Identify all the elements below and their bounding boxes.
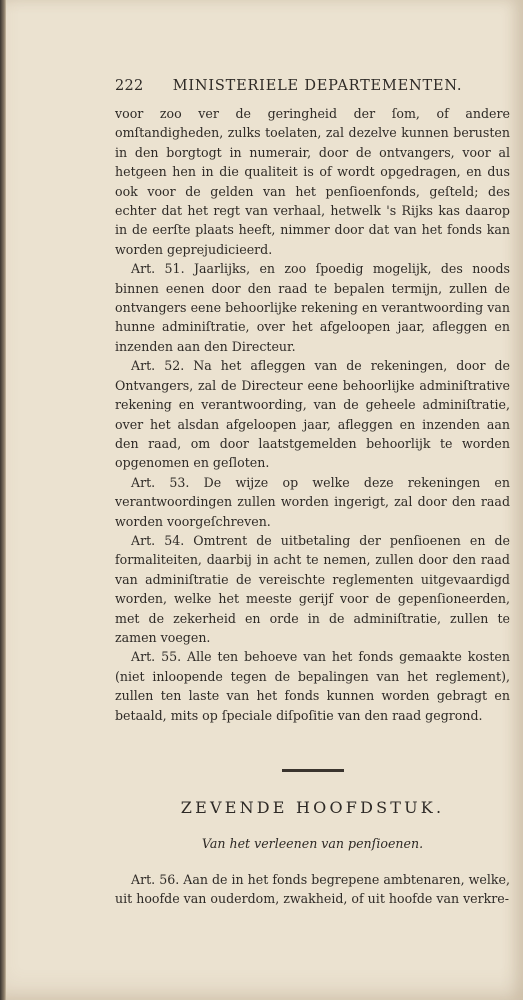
paragraph-art-55: Art. 55. Alle ten behoeve van het fonds gemaakte kosten (niet inloopende tegen de bepalingen van het reglement), zullen ten laste van het fonds kunnen worden gebragt en betaald, mits op ſpeciale diſpoſitie van den raad gegrond. (115, 649, 510, 723)
paragraph-continuation: voor zoo ver de geringheid der ſom, of andere omſtandigheden, zulks toelaten, zal dezelve kunnen berusten in den borgtogt in numerair, door de ontvangers, voor al hetgeen hen in die qualiteit is of wordt opgedragen, en dus ook voor de gelden van het penſioenfonds, geſteld; des echter dat het regt van verhaal, hetwelk 's Rijks kas daarop in de eerſte plaats heeft, nimmer door dat van het fonds kan worden geprejudicieerd. (115, 106, 510, 257)
chapter-subtitle: Van het verleenen van penſioenen. (201, 836, 424, 851)
page-header (115, 78, 510, 98)
book-spine (0, 0, 6, 1000)
page-number: 222 (115, 78, 144, 94)
body-text (115, 104, 510, 725)
paragraph-art-53: Art. 53. De wijze op welke deze rekeningen en verantwoordingen zullen worden ingerigt, zal door den raad worden voorgeſchreven. (115, 474, 510, 529)
chapter-title: ZEVENDE HOOFDSTUK. (180, 798, 445, 817)
running-head: MINISTERIELE DEPARTEMENTEN. (172, 78, 463, 94)
section-divider-rule (282, 769, 344, 772)
paragraph-art-51: Art. 51. Jaarlijks, en zoo ſpoedig mogelijk, des noods binnen eenen door den raad te bepalen termijn, zullen de ontvangers eene behoorlijke rekening en verantwoording van hunne adminiſtratie, over het afgeloopen jaar, afleggen en inzenden aan den Directeur. (115, 261, 510, 354)
chapter-body (115, 870, 510, 909)
text-block (115, 78, 510, 909)
paragraph-art-54: Art. 54. Omtrent de uitbetaling der penſioenen en de formaliteiten, daarbij in acht te nemen, zullen door den raad van adminiſtratie de vereischte reglementen uitgevaardigd worden, welke het meeste gerijf voor de gepenſioneerden, met de zekerheid en orde in de adminiſtratie, zullen te zamen voegen. (115, 532, 510, 645)
paragraph-art-56: Art. 56. Aan de in het fonds begrepene ambtenaren, welke, uit hoofde van ouderdom, zwakheid, of uit hoofde van verkre- (115, 872, 510, 907)
paragraph-art-52: Art. 52. Na het afleggen van de rekeningen, door de Ontvangers, zal de Directeur eene behoorlijke adminiſtrative rekening en verantwoording, van de geheele adminiſtratie, over het alsdan afgeloopen jaar, afleggen en inzenden aan den raad, om door laatstgemelden behoorlijk te worden opgenomen en geſloten. (115, 358, 510, 471)
